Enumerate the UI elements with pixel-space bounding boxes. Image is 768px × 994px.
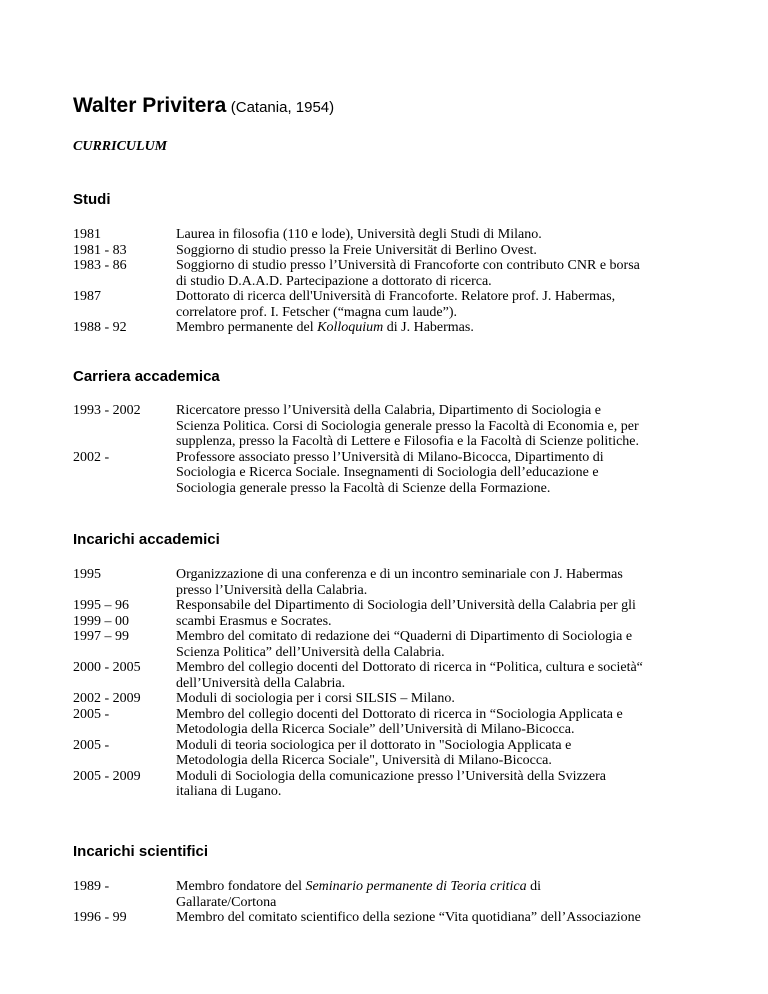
- entry-date: 2000 - 2005: [73, 660, 141, 675]
- entry-date: 1999 – 00: [73, 613, 129, 629]
- entry-date: 1993 - 2002: [73, 403, 141, 418]
- entry-date: 1995: [73, 567, 101, 582]
- entry-date: 1987: [73, 289, 101, 304]
- entry-row: [73, 243, 713, 259]
- entry-row: [73, 738, 713, 769]
- entry-text: Responsabile del Dipartimento di Sociologia dell’Università della Calabria per gli: [176, 598, 636, 613]
- entry-date: 1988 - 92: [73, 320, 127, 335]
- entry-row: [73, 567, 713, 598]
- entry-date: 2002 - 2009: [73, 691, 141, 706]
- entries-incarichi-accademici: [73, 567, 713, 800]
- entry-row: [73, 289, 713, 320]
- entry-date: 1997 – 99: [73, 629, 129, 644]
- section-title-incarichi-accademici: Incarichi accademici: [73, 531, 220, 548]
- entry-row: [73, 403, 713, 450]
- entry-row: [73, 258, 713, 289]
- entry-text: Membro del collegio docenti del Dottorato di ricerca in “Politica, cultura e società“ dell’Università della Calabria.: [176, 660, 643, 691]
- entry-row: [73, 769, 713, 800]
- entry-date: 2005 - 2009: [73, 768, 141, 784]
- entry-text: Dottorato di ricerca dell'Università di Francoforte. Relatore prof. J. Habermas, correlatore prof. I. Fetscher (“magna cum laude”).: [176, 289, 616, 320]
- entry-text: Professore associato presso l’Università di Milano-Bicocca, Dipartimento di Sociologia e Ricerca Sociale. Insegnamenti di Sociologia dell’educazione e Sociologia generale presso la Facoltà di Scienze della Formazione.: [176, 449, 604, 496]
- entry-text: Moduli di Sociologia della comunicazione presso l’Università della Svizzera italiana di Lugano.: [176, 768, 606, 799]
- entry-row: [73, 629, 713, 660]
- entry-text: Membro del comitato di redazione dei “Quaderni di Dipartimento di Sociologia e Scienza Politica” dell’Università della Calabria.: [176, 629, 633, 660]
- entry-text: scambi Erasmus e Socrates.: [176, 613, 332, 629]
- entry-text: Moduli di teoria sociologica per il dottorato in "Sociologia Applicata e Metodologia della Ricerca Sociale", Università di Milano-Bicocca.: [176, 737, 572, 768]
- entry-text: Ricercatore presso l’Università della Calabria, Dipartimento di Sociologia e Scienza Politica. Corsi di Sociologia generale presso la Facoltà di Economia e, per supplenza, presso la Facoltà di Lettere e Filosofia e la Facoltà di Scienze politiche.: [176, 403, 640, 449]
- entry-date: 1989 -: [73, 879, 110, 894]
- entry-date: 1981: [73, 227, 101, 242]
- entries-incarichi-scientifici: [73, 879, 713, 926]
- curriculum-heading: CURRICULUM: [73, 139, 168, 154]
- entry-date: 2002 -: [73, 449, 110, 465]
- entry-row: [73, 691, 713, 707]
- entries-studi: [73, 227, 713, 336]
- section-title-carriera: Carriera accademica: [73, 368, 220, 385]
- entries-carriera: [73, 403, 713, 496]
- entry-row: [73, 450, 713, 497]
- entry-text: Membro del comitato scientifico della sezione “Vita quotidiana” dell’Associazione: [176, 910, 641, 925]
- entry-row: [73, 879, 713, 910]
- entry-row: [73, 227, 713, 243]
- entry-date: 2005 -: [73, 706, 110, 722]
- entry-text: Moduli di sociologia per i corsi SILSIS – Milano.: [176, 691, 455, 706]
- entry-row: [73, 910, 713, 926]
- title-line: [73, 94, 334, 118]
- entry-date: 1983 - 86: [73, 258, 127, 273]
- entry-text: Membro fondatore del Seminario permanente di Teoria critica di Gallarate/Cortona: [176, 879, 541, 910]
- entry-text: Membro del collegio docenti del Dottorato di ricerca in “Sociologia Applicata e Metodologia della Ricerca Sociale” dell’Università di Milano-Bicocca.: [176, 706, 623, 737]
- entry-date: 1981 - 83: [73, 242, 127, 258]
- entry-date: 1995 – 96: [73, 598, 129, 613]
- entry-row: [73, 320, 713, 336]
- entry-text: Soggiorno di studio presso la Freie Universität di Berlino Ovest.: [176, 242, 537, 258]
- section-title-incarichi-scientifici: Incarichi scientifici: [73, 843, 209, 860]
- person-origin: (Catania, 1954): [230, 99, 335, 116]
- entry-text: Membro permanente del Kolloquium di J. Habermas.: [176, 320, 474, 335]
- entry-row: [73, 598, 713, 614]
- entry-text: Soggiorno di studio presso l’Università di Francoforte con contributo CNR e borsa di studio D.A.A.D. Partecipazione a dottorato di ricerca.: [176, 258, 640, 289]
- entry-date: 2005 -: [73, 737, 110, 753]
- entry-row: [73, 707, 713, 738]
- entry-date: 1996 - 99: [73, 910, 127, 925]
- person-name: Walter Privitera: [73, 94, 227, 117]
- entry-row: [73, 614, 713, 630]
- section-title-studi: Studi: [73, 191, 111, 208]
- entry-text: Laurea in filosofia (110 e lode), Università degli Studi di Milano.: [176, 227, 542, 242]
- entry-row: [73, 660, 713, 691]
- entry-text: Organizzazione di una conferenza e di un incontro seminariale con J. Habermas presso l’Università della Calabria.: [176, 567, 623, 598]
